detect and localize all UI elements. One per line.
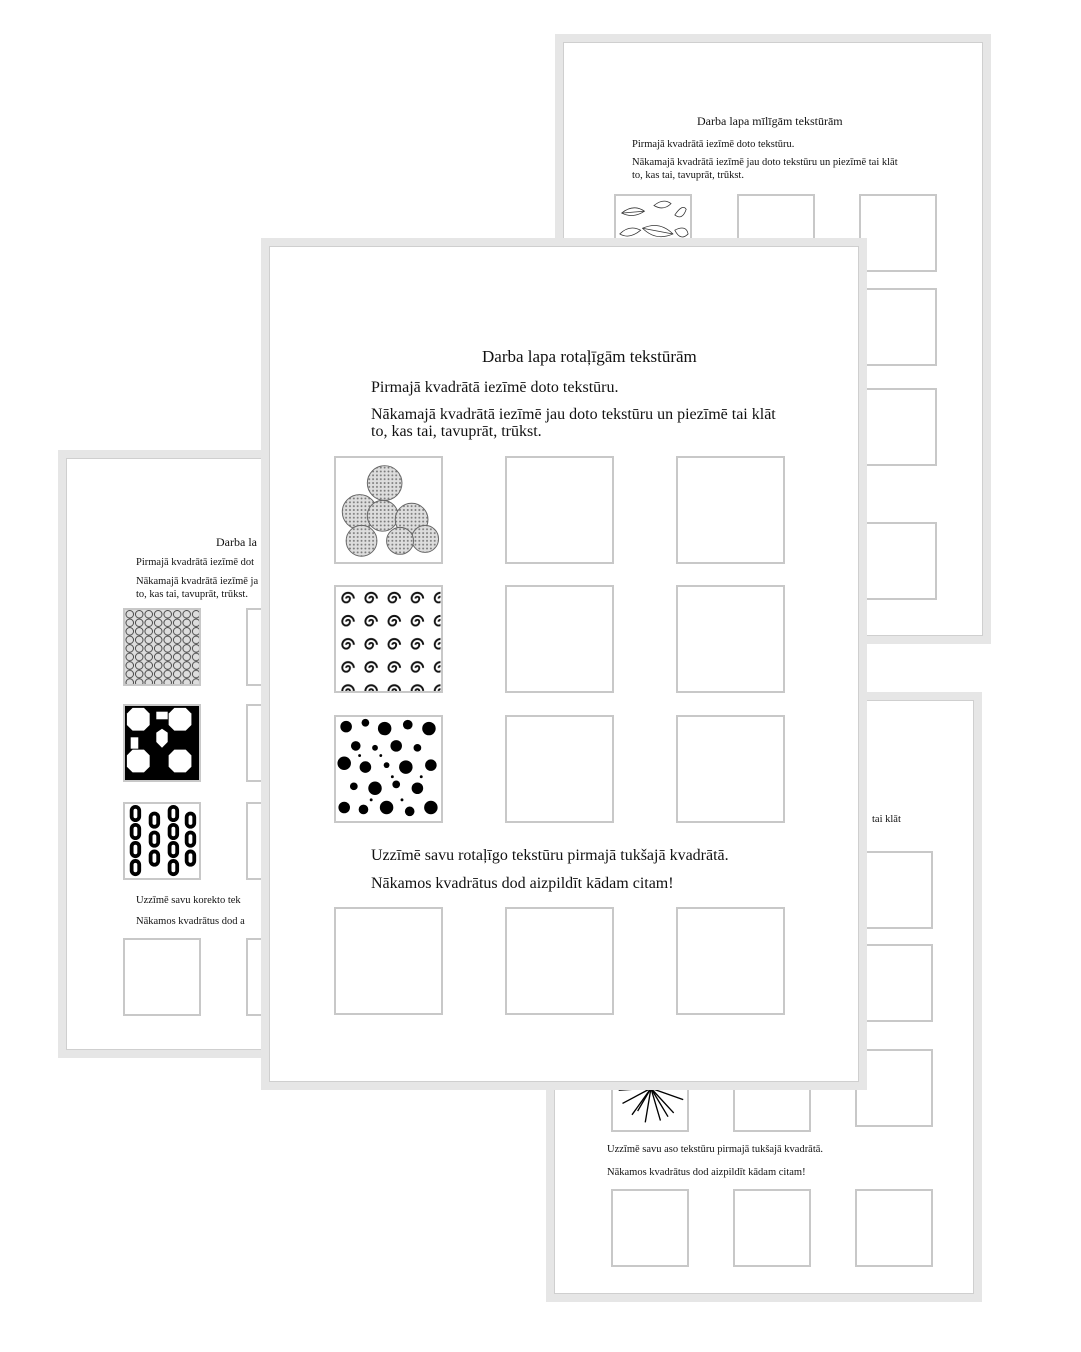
- empty-box[interactable]: [733, 1189, 811, 1267]
- empty-box[interactable]: [676, 715, 785, 823]
- empty-box[interactable]: [505, 585, 614, 693]
- instruction-line: Nākamos kvadrātus dod a: [136, 916, 245, 927]
- texture-box-octagon-lattice: [123, 704, 201, 782]
- empty-box[interactable]: [505, 715, 614, 823]
- empty-box[interactable]: [611, 1189, 689, 1267]
- texture-box-chain-links: [123, 802, 201, 880]
- instruction-line: Nākamos kvadrātus dod aizpildīt kādam citam!: [607, 1167, 806, 1178]
- instruction-line: tai klāt: [872, 814, 901, 825]
- sheet-title: Darba la: [216, 535, 257, 549]
- empty-box[interactable]: [676, 907, 785, 1015]
- empty-box[interactable]: [859, 194, 937, 272]
- instruction-line: Nākamajā kvadrātā iezīmē jau doto tekstūru un piezīmē tai klāt: [632, 157, 898, 168]
- empty-box[interactable]: [123, 938, 201, 1016]
- instruction-line: to, kas tai, tavuprāt, trūkst.: [371, 423, 542, 440]
- texture-box-hexagon-circles: [123, 608, 201, 686]
- instruction-line: Uzzīmē savu korekto tek: [136, 895, 241, 906]
- instruction-line: Pirmajā kvadrātā iezīmē dot: [136, 557, 255, 568]
- instruction-line: Nākamajā kvadrātā iezīmē ja: [136, 576, 259, 587]
- empty-box[interactable]: [505, 907, 614, 1015]
- instruction-line: to, kas tai, tavuprāt, trūkst.: [632, 170, 744, 181]
- sheet-title: Darba lapa mīlīgām tekstūrām: [697, 114, 843, 128]
- instruction-line: Nākamos kvadrātus dod aizpildīt kādam citam!: [371, 875, 674, 892]
- empty-box[interactable]: [334, 907, 443, 1015]
- sheet-title: Darba lapa rotaļīgām tekstūrām: [482, 347, 697, 366]
- instruction-line: Uzzīmē savu aso tekstūru pirmajā tukšajā kvadrātā.: [607, 1144, 824, 1155]
- instruction-line: Pirmajā kvadrātā iezīmē doto tekstūru.: [632, 139, 795, 150]
- empty-box[interactable]: [505, 456, 614, 564]
- empty-box[interactable]: [859, 522, 937, 600]
- empty-box[interactable]: [859, 388, 937, 466]
- instruction-line: Pirmajā kvadrātā iezīmē doto tekstūru.: [371, 379, 619, 396]
- empty-box[interactable]: [676, 456, 785, 564]
- instruction-line: Uzzīmē savu rotaļīgo tekstūru pirmajā tukšajā kvadrātā.: [371, 847, 729, 864]
- worksheet-playful-textures: [261, 238, 867, 1090]
- instruction-line: Nākamajā kvadrātā iezīmē jau doto tekstūru un piezīmē tai klāt: [371, 406, 776, 423]
- empty-box[interactable]: [676, 585, 785, 693]
- texture-box-swirls: [334, 585, 443, 693]
- empty-box[interactable]: [855, 1189, 933, 1267]
- texture-box-spiral-dots: [334, 715, 443, 823]
- instruction-line: to, kas tai, tavuprāt, trūkst.: [136, 589, 248, 600]
- texture-box-flower-circles: [334, 456, 443, 564]
- empty-box[interactable]: [859, 288, 937, 366]
